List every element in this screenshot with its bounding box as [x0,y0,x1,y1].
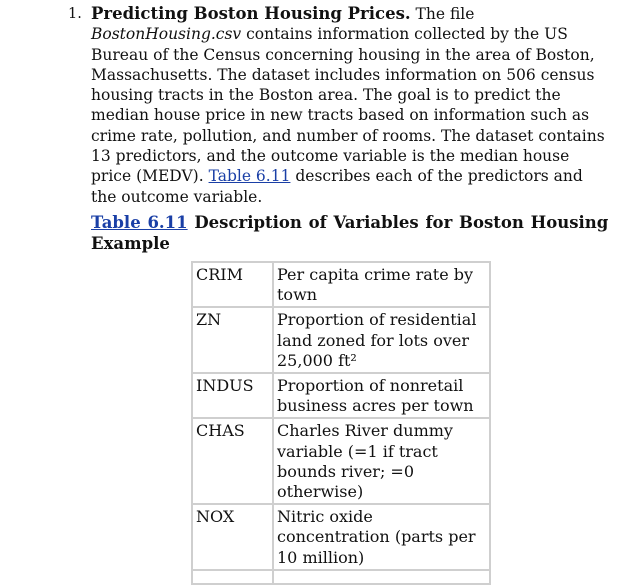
table-reference-link[interactable]: Table 6.11 [208,167,291,186]
table-cell-empty [273,570,490,584]
filename: BostonHousing.csv [91,25,242,44]
variable-description: Proportion of nonretail business acres per town [273,373,490,418]
exercise-heading: Predicting Boston Housing Prices. [91,4,411,23]
table-cell-empty [192,570,273,584]
variable-code: CHAS [192,418,273,504]
table-caption-title: Description of Variables for Boston Housing Example [91,213,609,253]
variables-table [191,261,491,585]
table-caption [91,213,611,254]
variable-code: CRIM [192,262,273,307]
variable-description: Per capita crime rate by town [273,262,490,307]
paragraph-text: describes each of the predictors and the outcome variable. [91,167,583,206]
exercise-paragraph [91,4,611,207]
table-caption-label-link[interactable]: Table 6.11 [91,213,188,232]
variable-description: Nitric oxide concentration (parts per 10 million) [273,504,490,570]
table-row [192,504,490,570]
table-row [192,418,490,504]
variable-description: Proportion of residential land zoned for lots over 25,000 ft² [273,307,490,373]
variable-code: NOX [192,504,273,570]
variable-code: INDUS [192,373,273,418]
variable-description: Charles River dummy variable (=1 if tract bounds river; =0 otherwise) [273,418,490,504]
table-row-partial [192,570,490,584]
list-item-number: 1. [68,6,82,22]
table-row [192,373,490,418]
paragraph-text: The file [410,5,475,23]
table-row [192,307,490,373]
variable-code: ZN [192,307,273,373]
table-row [192,262,490,307]
paragraph-text: contains information collected by the US Bureau of the Census concerning housing in the area of Boston, Massachusetts. The dataset includes information on 506 census housing tracts in the Boston area. The goal is to predict the median house price in new tracts based on information such as crime rate, pollution, and number of rooms. The dataset contains 13 predictors, and the outcome variable is the median house price (MEDV). [91,25,605,186]
